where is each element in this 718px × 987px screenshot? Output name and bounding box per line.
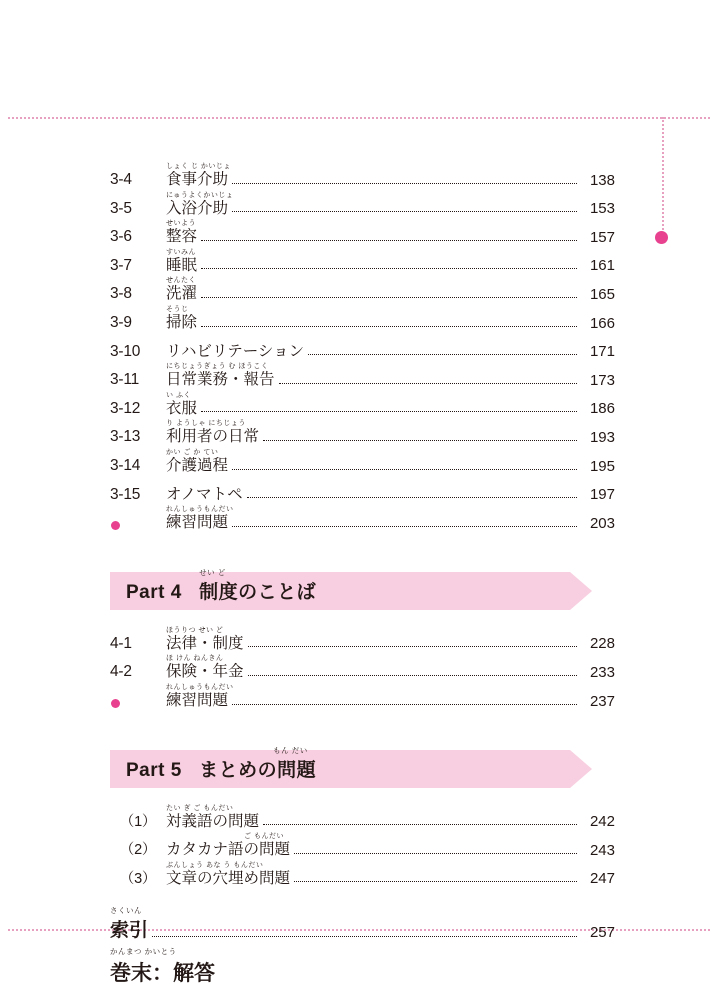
toc-entry-page: 257 <box>589 924 615 942</box>
toc-entry-title <box>166 487 243 504</box>
ruby-text: にちじょうぎょう む ほうこく <box>166 363 269 371</box>
ruby-text: り ようしゃ にちじょう <box>166 420 246 428</box>
leader-dots <box>201 410 577 412</box>
ruby-text: しょく じ かいじょ <box>166 163 231 171</box>
leader-dots <box>248 674 577 676</box>
part-banner-4 <box>110 568 615 610</box>
toc-entry-number: （1） <box>119 813 157 830</box>
leader-dots <box>232 468 577 470</box>
toc-entry-page: 195 <box>589 457 615 475</box>
toc-entry[interactable] <box>110 624 615 653</box>
decorative-dot <box>655 231 668 244</box>
ruby-text: せい ど <box>199 568 226 578</box>
toc-entry-page: 197 <box>589 486 615 504</box>
part-banner-label <box>110 568 317 604</box>
toc-entry-number: 4-1 <box>110 634 132 652</box>
toc-entry[interactable] <box>110 274 615 303</box>
leader-dots <box>294 880 577 882</box>
toc-entry-title-text: 日常業務・報告 <box>166 371 275 389</box>
toc-entry-title <box>166 391 198 418</box>
ruby-text: せいよう <box>166 220 196 228</box>
banner-arrow <box>570 750 592 788</box>
toc-entry[interactable] <box>110 859 615 888</box>
toc-entry-title <box>166 220 198 246</box>
leader-dots <box>201 325 577 327</box>
index-title <box>110 906 149 943</box>
toc-entry-number: 3-14 <box>110 457 141 475</box>
toc-entry-page: 138 <box>589 171 615 189</box>
toc-entry[interactable] <box>110 389 615 418</box>
toc-entry-title-text: 保険・年金 <box>166 663 244 681</box>
toc-entry-page: 233 <box>589 663 615 681</box>
banner-arrow <box>570 572 592 610</box>
ruby-text: ほ けん ねんきん <box>166 655 224 663</box>
toc-entry-title <box>166 506 234 532</box>
toc-entry-number: 3-4 <box>110 171 132 189</box>
toc-entry-practice[interactable] <box>110 681 615 710</box>
toc-entry-title-text: 練習問題 <box>166 514 229 532</box>
ruby-text: れんしゅうもんだい <box>166 506 234 514</box>
toc-entry-number: 3-8 <box>110 285 132 303</box>
ruby-text: ほうりつ せい ど <box>166 626 224 634</box>
toc-entry-number: 3-13 <box>110 428 141 446</box>
toc-entry-page: 193 <box>589 428 615 446</box>
part-title: まとめの問題 <box>199 760 317 781</box>
toc-entry-title-text: 睡眠 <box>166 256 198 274</box>
ruby-text: もん だい <box>273 746 308 755</box>
ruby-text: ぶんしょう あな う もんだい <box>166 861 264 869</box>
leader-dots <box>152 935 577 937</box>
ruby-text: さくいん <box>110 906 142 916</box>
toc-entry-page: 186 <box>589 400 615 418</box>
toc-entry-title <box>166 277 198 303</box>
leader-dots <box>232 210 577 212</box>
leader-dots <box>232 703 577 705</box>
toc-entry[interactable] <box>110 475 615 504</box>
toc-entry-title <box>166 655 244 681</box>
bullet-icon <box>110 699 166 710</box>
ruby-text: い ふく <box>166 391 191 399</box>
toc-entry-title <box>166 344 304 361</box>
toc-entry-number: 3-9 <box>110 314 132 332</box>
leader-dots <box>232 525 577 527</box>
toc-entry-page: 228 <box>589 635 615 653</box>
toc-entry-title <box>166 449 229 475</box>
toc-entry-page: 243 <box>589 841 615 859</box>
ruby-text: かんまつ かいとう <box>110 947 177 957</box>
toc-entry[interactable] <box>110 189 615 218</box>
toc-entry-page: 203 <box>589 514 615 532</box>
toc-entry-title-text: 食事介助 <box>166 171 229 189</box>
toc-entry-title <box>166 420 260 446</box>
toc-entry-title <box>166 861 291 888</box>
toc-entry[interactable] <box>110 830 615 859</box>
toc-entry-page: 166 <box>589 314 615 332</box>
toc-entry-page: 247 <box>589 870 615 888</box>
toc-entry-title-text: リハビリテーション <box>166 342 305 360</box>
toc-entry-number: 3-15 <box>110 485 141 503</box>
toc-entry[interactable] <box>110 160 615 189</box>
toc-entry[interactable] <box>110 446 615 475</box>
leader-dots <box>263 439 577 441</box>
toc-entry-page: 157 <box>589 228 615 246</box>
toc-entry-title-text: 入浴介助 <box>166 199 229 217</box>
ruby-text: せんたく <box>166 277 196 285</box>
toc-entry-title-text: 洗濯 <box>166 285 198 303</box>
toc-entry-title <box>166 306 198 332</box>
toc-entry-title-text: 衣服 <box>166 399 198 417</box>
toc-entry-page: 237 <box>589 692 615 710</box>
toc-entry-page: 173 <box>589 371 615 389</box>
leader-dots <box>201 267 577 269</box>
part-title: 制度のことば <box>199 582 317 604</box>
toc-entry[interactable] <box>110 417 615 446</box>
ruby-text: たい ぎ ご もんだい <box>166 804 234 812</box>
toc-entry[interactable] <box>110 332 615 361</box>
leader-dots <box>201 239 577 241</box>
toc-entry-number: 3-10 <box>110 342 141 360</box>
bullet-icon <box>110 521 166 532</box>
toc-entry-title-text: 対義語の問題 <box>166 812 260 830</box>
toc-entry-page: 165 <box>589 285 615 303</box>
toc-entry-title-text: 練習問題 <box>166 692 229 709</box>
toc-entry-page: 171 <box>589 343 615 361</box>
part-title-wrap <box>199 746 317 782</box>
toc-entry-number: 4-2 <box>110 663 132 681</box>
appendix-title-text: 巻末：解答 <box>110 962 215 986</box>
toc-entry-page: 153 <box>589 200 615 218</box>
toc-entry-number: 3-5 <box>110 199 132 217</box>
leader-dots <box>263 823 577 825</box>
toc-entry-page: 242 <box>589 813 615 831</box>
toc-entry[interactable] <box>110 802 615 831</box>
toc-entry-title <box>166 684 234 710</box>
toc-entry-title <box>166 363 275 389</box>
ruby-text: そうじ <box>166 306 189 314</box>
toc-entry-page: 161 <box>589 257 615 275</box>
leader-dots <box>247 496 577 498</box>
leader-dots <box>201 296 577 298</box>
ruby-text: ご もんだい <box>244 833 284 841</box>
decorative-dotted-line-right <box>662 117 664 237</box>
toc-entry-title <box>166 191 234 218</box>
part-banner-5 <box>110 746 615 788</box>
ruby-text: にゅうよくかいじょ <box>166 191 234 199</box>
toc-entry-title <box>166 833 291 859</box>
leader-dots <box>279 382 577 384</box>
leader-dots <box>294 852 577 854</box>
toc-entry[interactable] <box>110 217 615 246</box>
part-number: Part 5 <box>126 760 182 781</box>
decorative-dotted-line-top <box>8 117 710 119</box>
toc-entry-title-text: オノマトペ <box>166 485 243 503</box>
toc-entry-number: 3-11 <box>110 371 140 389</box>
part-banner-label <box>110 746 317 782</box>
leader-dots <box>232 182 577 184</box>
toc-entry-title <box>166 626 244 653</box>
toc-entry-number: （3） <box>119 870 157 887</box>
toc-entry-title-text: 整容 <box>166 228 198 246</box>
leader-dots <box>308 353 577 355</box>
toc-entry-title <box>166 248 198 275</box>
toc-entry-title-text: カタカナ語の問題 <box>166 841 291 859</box>
toc-entry-title-text: 介護過程 <box>166 457 229 475</box>
ruby-text: れんしゅうもんだい <box>166 684 234 691</box>
toc-content <box>110 160 615 987</box>
ruby-text: かい ご か てい <box>166 449 219 457</box>
toc-entry-title-text: 掃除 <box>166 314 198 332</box>
index-title-text: 索引 <box>110 920 149 942</box>
toc-entry-index[interactable] <box>110 906 615 943</box>
toc-entry-practice[interactable] <box>110 503 615 532</box>
toc-entry-title <box>166 804 260 831</box>
toc-entry-title-text: 利用者の日常 <box>166 428 260 446</box>
leader-dots <box>248 645 577 647</box>
toc-entry[interactable] <box>110 246 615 275</box>
toc-entry[interactable] <box>110 303 615 332</box>
toc-entry-number: 3-7 <box>110 256 132 274</box>
toc-entry[interactable] <box>110 652 615 681</box>
toc-entry-title-text: 法律・制度 <box>166 634 244 652</box>
toc-entry-title-text: 文章の穴埋め問題 <box>166 869 291 887</box>
ruby-text: すいみん <box>166 248 196 256</box>
toc-entry-title <box>166 163 231 189</box>
part-title-wrap <box>199 568 317 604</box>
toc-entry-number: （2） <box>119 842 157 859</box>
toc-entry[interactable] <box>110 360 615 389</box>
part-number: Part 4 <box>126 582 182 604</box>
toc-entry-number: 3-12 <box>110 399 141 417</box>
toc-entry-number: 3-6 <box>110 228 132 246</box>
